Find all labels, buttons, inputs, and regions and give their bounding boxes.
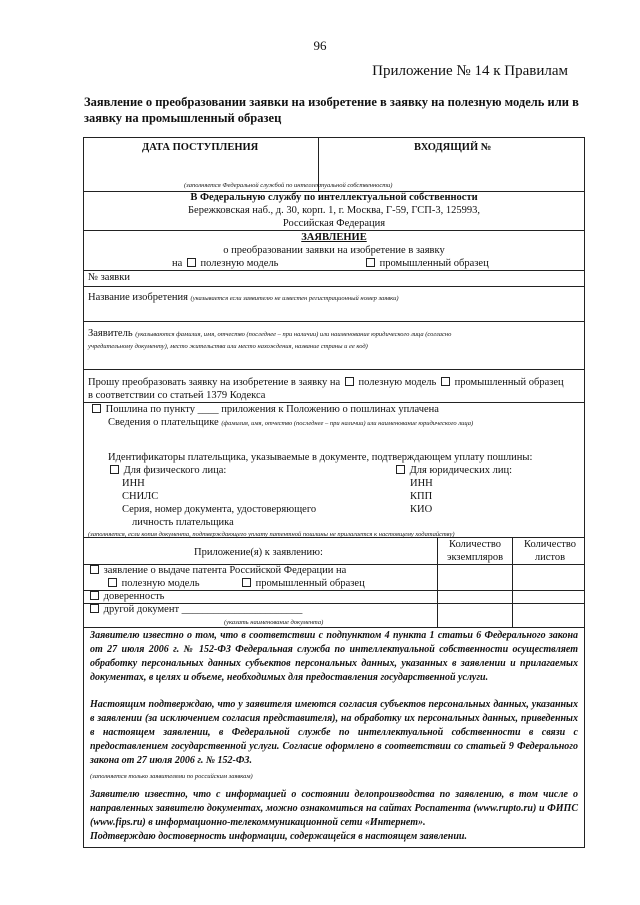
power-of-attorney-checkbox[interactable] [90, 591, 99, 600]
title-line-2: заявку на промышленный образец [84, 111, 282, 125]
patent-application-label: заявление о выдаче патента Российской Федерации на [103, 565, 347, 576]
attachments-col-divider-1 [437, 537, 438, 628]
payer-info-row [108, 416, 473, 430]
individual-checkbox[interactable] [110, 465, 119, 474]
statement-heading: ЗАЯВЛЕНИЕ [301, 232, 367, 243]
invention-name-label: Название изобретения [88, 292, 188, 303]
attachment-utility-option [106, 577, 200, 590]
utility-model-checkbox[interactable] [187, 258, 196, 267]
applicant-label: Заявитель [88, 328, 133, 339]
date-received-label: ДАТА ПОСТУПЛЕНИЯ [142, 142, 259, 153]
statement-design-option [364, 257, 489, 270]
sheets-header-2: листов [534, 552, 566, 563]
attachments-col-divider-2 [512, 537, 513, 628]
fee-paid-checkbox[interactable] [92, 404, 101, 413]
page-number: 96 [313, 38, 327, 53]
individual-option [108, 464, 226, 477]
request-line-1 [88, 376, 564, 389]
row-divider [84, 270, 584, 271]
address-line-2: Бережковская наб., д. 30, корп. 1, г. Москва, Г-59, ГСП-3, 125993, [188, 205, 480, 216]
other-document-note: (указать наименование документа) [224, 619, 324, 626]
legal-entity-checkbox[interactable] [396, 465, 405, 474]
appendix-heading: Приложение № 14 к Правилам [372, 63, 568, 79]
fee-paid-row [90, 403, 439, 416]
consent-note: (заполняется только заявителями по российским заявкам) [90, 773, 253, 780]
notice-consent: Настоящим подтверждаю, что у заявителя имеются согласия субъектов персональных данных, указанных в заявлении (за исключением согласия представителя), на обработку их персональных данных, приведенных в настоящем заявлении, в Федеральной службе по интеллектуальной собственности в связи с предоставлением государственной услуги. Согласие оформлено в соответствии со статьей 9 Федерального закона от 27 июля 2006 г. № 152-ФЗ. [90, 699, 578, 766]
fee-note: (заполняется, если копия документа, подтверждающего уплату патентной пошлины не прилагается к настоящему ходатайству) [88, 531, 455, 538]
kpp-label: КПП [410, 491, 433, 502]
applicant-field[interactable] [88, 327, 451, 341]
document-series-label: Серия, номер документа, удостоверяющего [122, 504, 317, 515]
statement-line: о преобразовании заявки на изобретение в заявку [223, 245, 445, 256]
utility-model-label: полезную модель [200, 258, 279, 269]
payer-identifiers: Идентификаторы плательщика, указываемые в документе, подтверждающем уплату пошлины: [108, 452, 533, 463]
address-line-3: Российская Федерация [282, 218, 386, 229]
attachment-row-patent [88, 564, 346, 577]
kio-label: КИО [410, 504, 433, 515]
copies-header-2: экземпляров [446, 552, 504, 563]
invention-name-note: (указывается если заявителю не известен регистрационный номер заявки) [190, 295, 399, 302]
request-industrial-design-checkbox[interactable] [441, 377, 450, 386]
request-text: Прошу преобразовать заявку на изобретение в заявку на [88, 377, 341, 388]
other-document-label: другой документ _______________________ [103, 604, 303, 615]
patent-application-checkbox[interactable] [90, 565, 99, 574]
attachment-row-other [88, 603, 302, 616]
industrial-design-label: промышленный образец [379, 258, 489, 269]
other-document-checkbox[interactable] [90, 604, 99, 613]
inn-legal-label: ИНН [410, 478, 433, 489]
attachment-design-option [240, 577, 365, 590]
notice-confirmation: Подтверждаю достоверность информации, содержащейся в настоящем заявлении. [90, 831, 467, 842]
on-label: на [172, 258, 183, 269]
applicant-note-1: (указываются фамилия, имя, отчество (последнее – при наличии) или наименование юридического лица (согласно [135, 331, 452, 338]
document-title [84, 94, 604, 126]
attachments-header: Приложение(я) к заявлению: [194, 547, 323, 558]
request-industrial-design-label: промышленный образец [454, 377, 564, 388]
industrial-design-checkbox[interactable] [366, 258, 375, 267]
row-divider [84, 286, 584, 287]
attachment-utility-model-checkbox[interactable] [108, 578, 117, 587]
attachment-utility-model-label: полезную модель [121, 578, 200, 589]
sheets-header-1: Количество [523, 539, 577, 550]
legal-option [394, 464, 512, 477]
fill-note: (заполняется Федеральной службой по интеллектуальной собственности) [184, 182, 393, 189]
row-divider [84, 321, 584, 322]
fee-paid-label: Пошлина по пункту ____ приложения к Положению о пошлинах уплачена [105, 404, 439, 415]
request-utility-model-label: полезную модель [358, 377, 437, 388]
payer-info-label: Сведения о плательщике [108, 417, 219, 428]
copies-header-1: Количество [448, 539, 502, 550]
notice-website: Заявителю известно, что с информацией о состоянии делопроизводства по заявлению, в том числе о направленных заявителю документах, можно ознакомиться на сайтах Роспатента (www.rupto.ru) и ФИПС (www.fips.ru) в информационно-телекоммуникационной сети «Интернет». [90, 789, 578, 828]
row-divider [84, 627, 584, 628]
identity-label: личность плательщика [132, 517, 234, 528]
applicant-note-2: учредительному документу), место жительства или место нахождения, название страны и ее код) [88, 343, 368, 350]
application-form [83, 137, 585, 848]
power-of-attorney-label: доверенность [103, 591, 165, 602]
attachment-industrial-design-checkbox[interactable] [242, 578, 251, 587]
payer-info-note: (фамилия, имя, отчество (последнее – при наличии) или наименование юридического лица) [221, 420, 474, 427]
request-utility-model-checkbox[interactable] [345, 377, 354, 386]
attachment-row-power-of-attorney [88, 590, 164, 603]
row-divider [84, 369, 584, 370]
attachment-industrial-design-label: промышленный образец [255, 578, 365, 589]
title-line-1: Заявление о преобразовании заявки на изобретение в заявку на полезную модель или в [84, 95, 579, 109]
address-line-1: В Федеральную службу по интеллектуальной собственности [190, 192, 478, 203]
notice-personal-data: Заявителю известно о том, что в соответствии с подпунктом 4 пункта 1 статьи 6 Федерального закона от 27 июля 2006 г. № 152-ФЗ Федеральная служба по интеллектуальной собственности осуществляет обработку персональных данных субъектов персональных данных, указанных в заявлении и прилагаемых документах, в целях и объеме, необходимых для предоставления государственной услуги. [90, 630, 578, 683]
statement-options [172, 257, 278, 270]
invention-name-field[interactable] [88, 291, 399, 305]
snils-label: СНИЛС [122, 491, 159, 502]
legal-entity-label: Для юридических лиц: [409, 465, 513, 476]
application-number-label: № заявки [88, 272, 130, 283]
incoming-number-label: ВХОДЯЩИЙ № [414, 142, 492, 153]
individual-label: Для физического лица: [123, 465, 227, 476]
inn-label: ИНН [122, 478, 145, 489]
request-line-2: в соответствии со статьей 1379 Кодекса [88, 390, 266, 401]
